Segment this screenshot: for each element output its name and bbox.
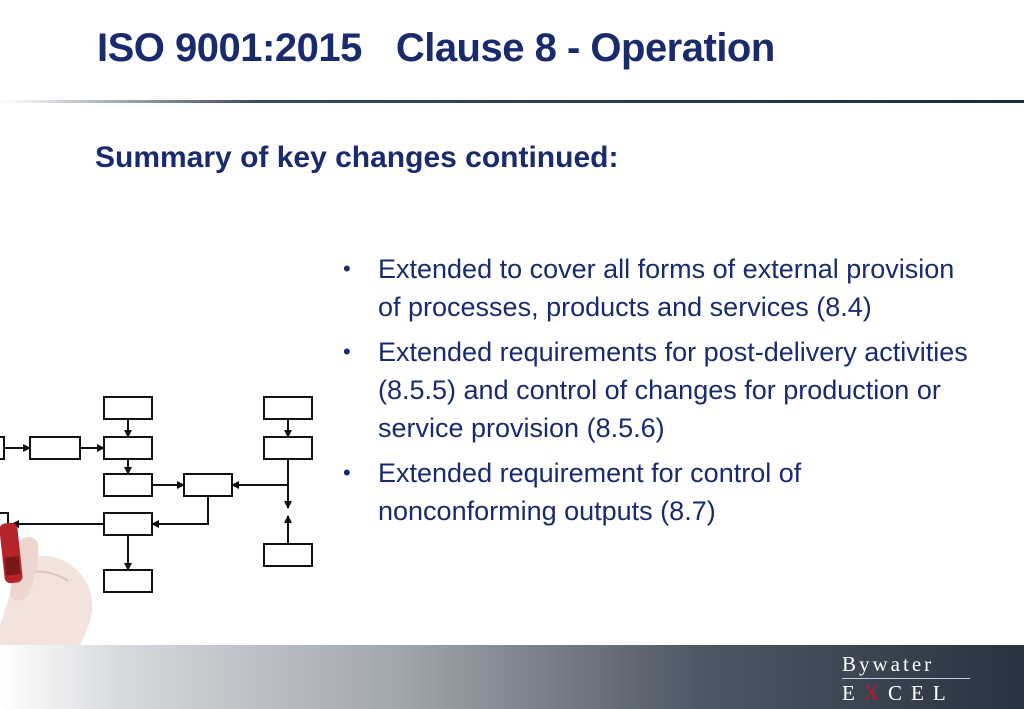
logo-letters: CEL (888, 681, 955, 705)
logo-divider (842, 678, 970, 679)
logo-x-mark: X (863, 681, 888, 705)
flow-box (264, 437, 312, 459)
process-flow-diagram (0, 385, 330, 645)
standard-title: ISO 9001:2015 (97, 26, 362, 70)
flow-box (104, 513, 152, 535)
logo-wordmark-top: Bywater (842, 652, 935, 676)
company-logo (842, 653, 974, 705)
flow-box (264, 397, 312, 419)
logo-letter: E (842, 681, 864, 705)
hand-with-marker-image (0, 522, 92, 645)
bullet-list (340, 250, 980, 537)
logo-wordmark-bottom (842, 682, 974, 705)
flow-box (104, 570, 152, 592)
title-divider (0, 100, 1024, 103)
flow-box (264, 544, 312, 566)
flow-box (104, 397, 152, 419)
flow-box (104, 474, 152, 496)
flow-box (104, 437, 152, 459)
bullet-item: • Extended requirement for control of nonconforming outputs (8.7) (340, 454, 980, 530)
clause-title: Clause 8 - Operation (395, 26, 775, 70)
flow-arrow (152, 496, 208, 524)
bullet-item: • Extended to cover all forms of external provision of processes, products and services (8.4) (340, 250, 980, 326)
bullet-item: • Extended requirements for post-delivery activities (8.5.5) and control of changes for production or service provision (8.5.6) (340, 333, 980, 447)
slide-subtitle: Summary of key changes continued: (95, 141, 619, 174)
flow-box (30, 437, 80, 459)
flow-arrow (232, 459, 288, 485)
slide-title (97, 26, 775, 71)
flow-box (184, 474, 232, 496)
flow-box (0, 437, 4, 459)
